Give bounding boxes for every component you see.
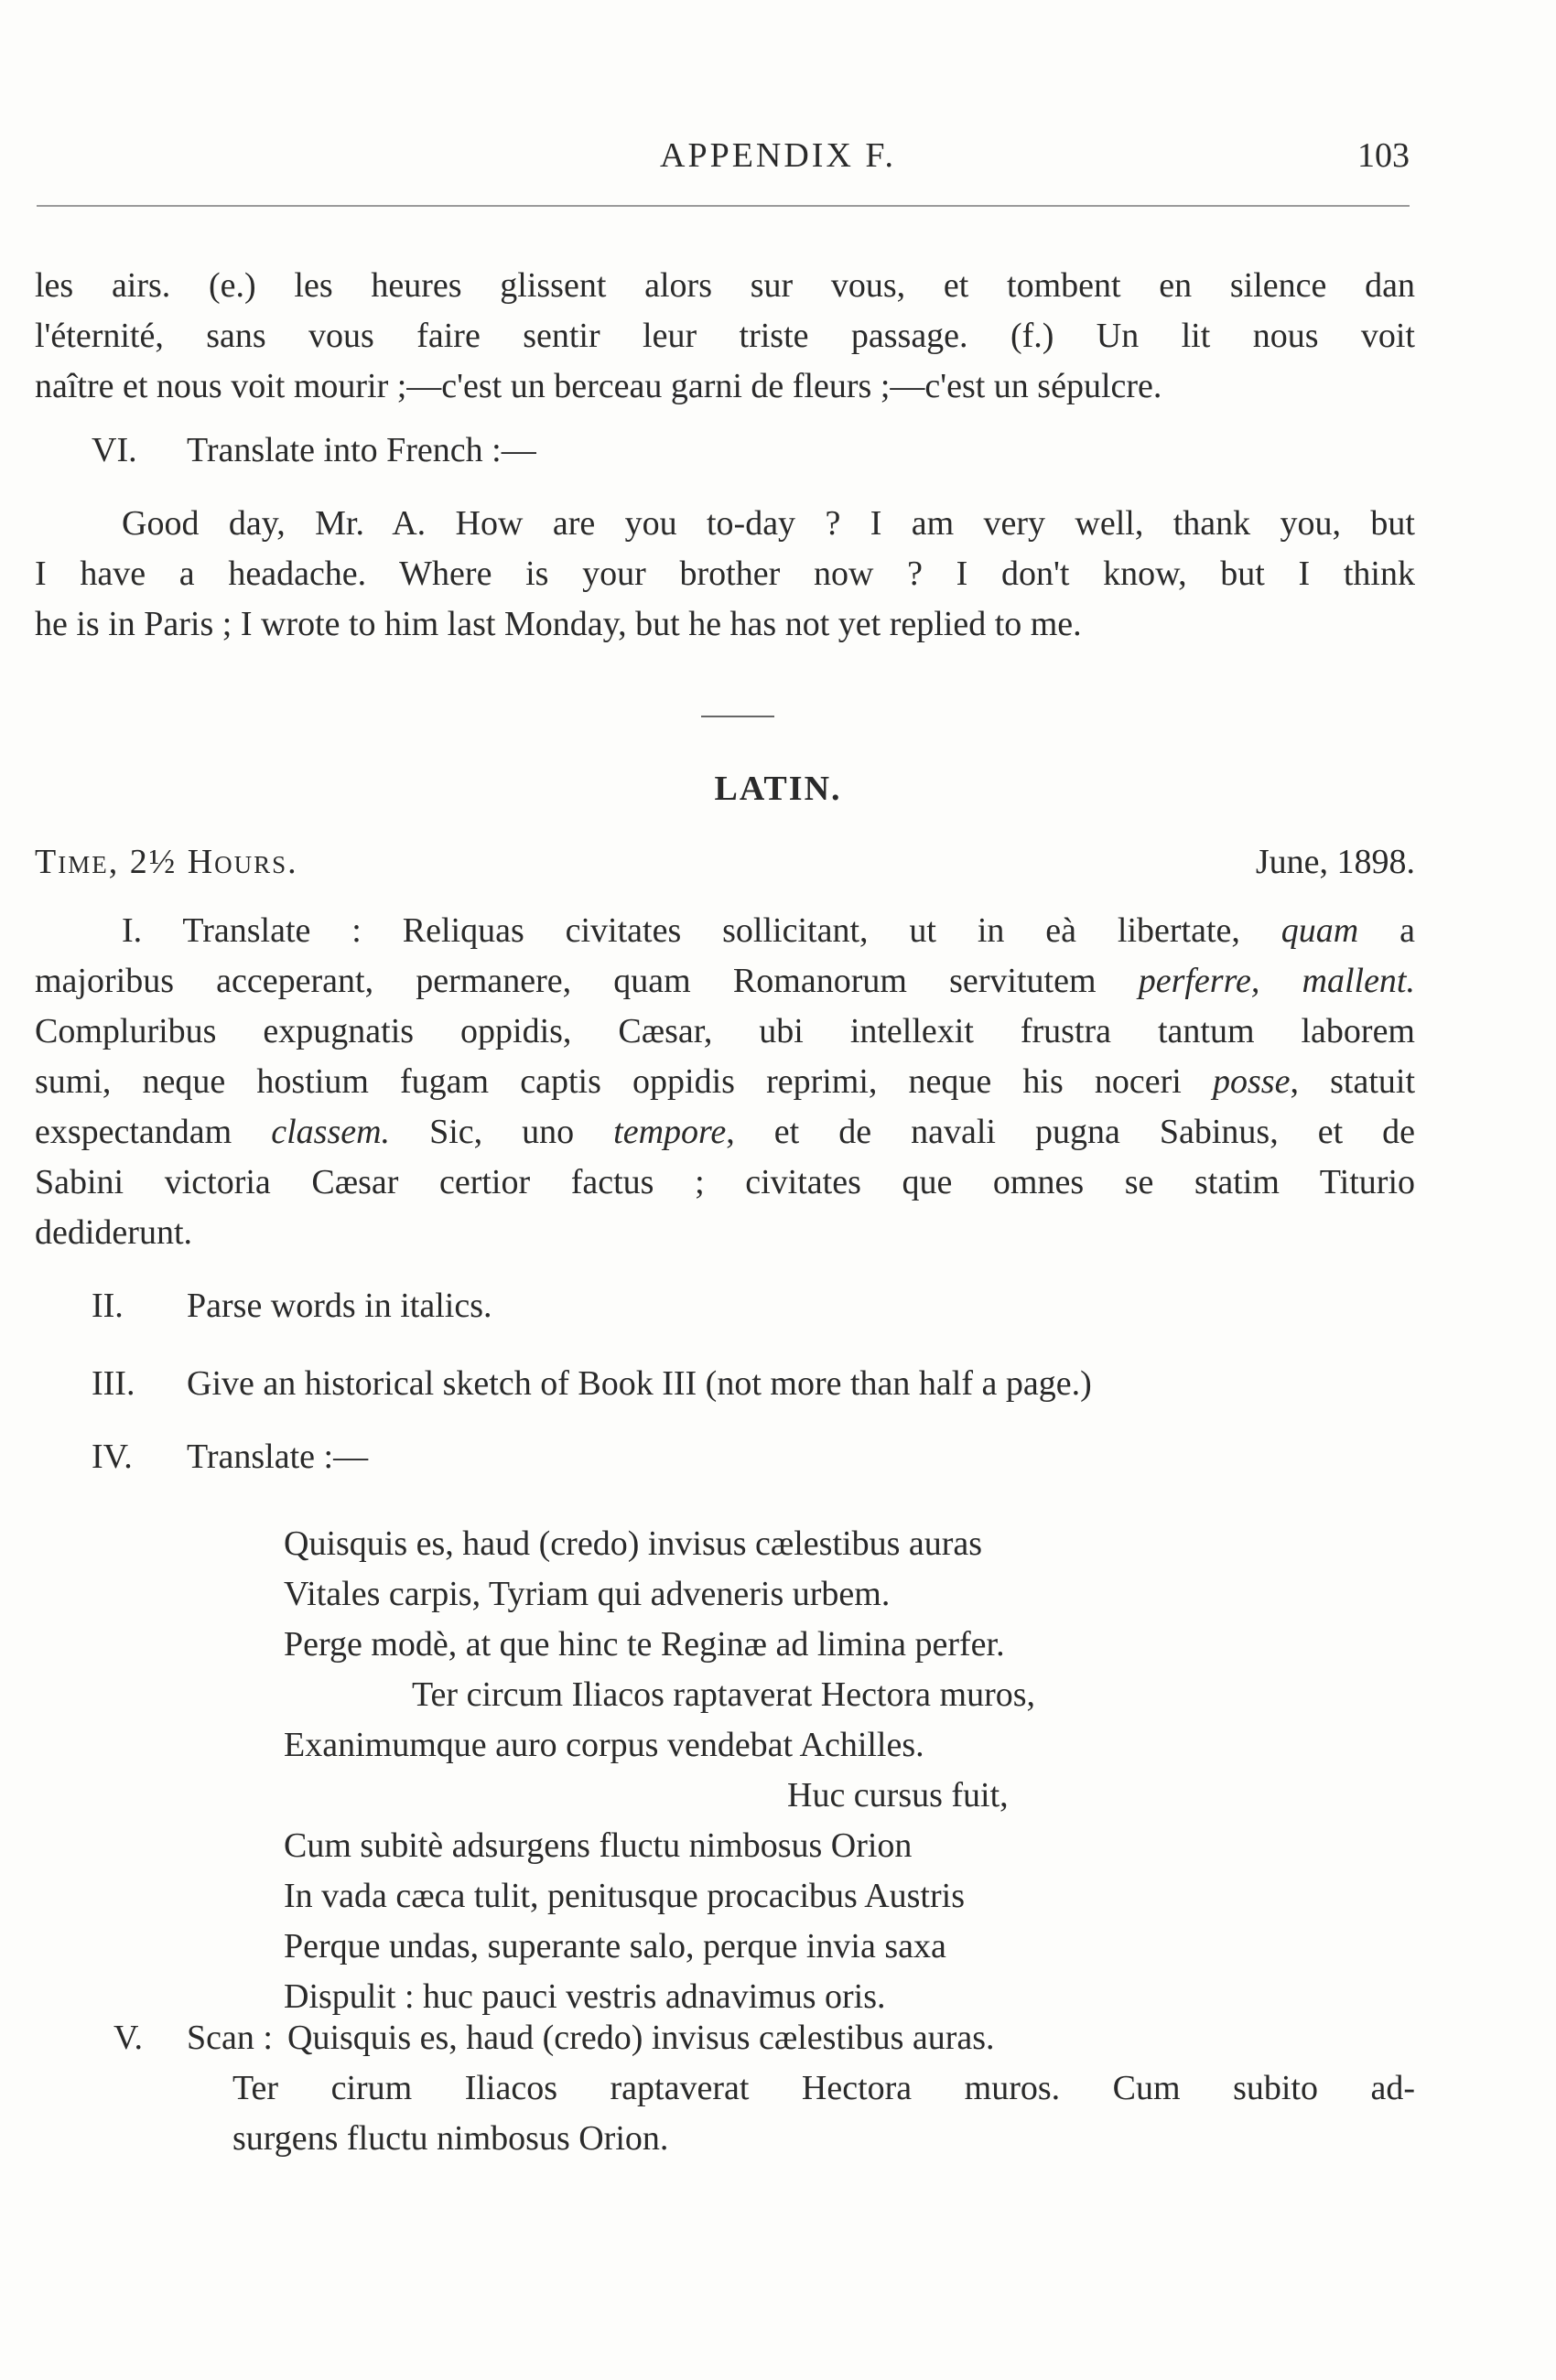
text-line: I have a headache. Where is your brother now ? I don't know, but I think xyxy=(35,555,1415,593)
italic-word: classem. xyxy=(271,1113,391,1151)
text-line: Sabini victoria Cæsar certior factus ; civitates que omnes se statim Titurio xyxy=(35,1163,1415,1201)
question-vi xyxy=(92,430,536,470)
italic-word: quam xyxy=(1280,911,1359,950)
page-number: 103 xyxy=(1357,136,1410,175)
text-line: Ter cirum Iliacos raptaverat Hectora muros. Cum subito ad- xyxy=(232,2069,1415,2107)
section-heading-latin: LATIN. xyxy=(714,770,842,808)
italic-word: perferre, mallent. xyxy=(1138,962,1415,1000)
text-line: Compluribus expugnatis oppidis, Cæsar, ubi intellexit frustra tantum laborem xyxy=(35,1012,1415,1050)
question-text: Parse words in italics. xyxy=(187,1287,492,1325)
verse-line: Vitales carpis, Tyriam qui adveneris urbem. xyxy=(284,1575,891,1613)
scan-lines xyxy=(232,2013,1415,2164)
question-instruction: Translate into French :— xyxy=(187,431,536,469)
question-ii xyxy=(92,1286,492,1326)
italic-word: tempore xyxy=(613,1113,727,1151)
text-line: sumi, neque hostium fugam captis oppidis reprimi, neque his noceri posse, statuit xyxy=(35,1062,1415,1101)
running-head-title: APPENDIX F. xyxy=(660,136,896,175)
question-text: Give an historical sketch of Book III (not more than half a page.) xyxy=(187,1364,1092,1403)
header-rule xyxy=(37,205,1410,207)
text-line: l'éternité, sans vous faire sentir leur triste passage. (f.) Un lit nous voit xyxy=(35,317,1415,355)
text-line: surgens fluctu nimbosus Orion. xyxy=(232,2119,669,2158)
section-divider xyxy=(701,716,774,717)
italic-word: posse xyxy=(1213,1062,1291,1101)
verse-line: Huc cursus fuit, xyxy=(787,1776,1009,1815)
verse-line: Cum subitè adsurgens fluctu nimbosus Orion xyxy=(284,1826,913,1865)
exam-time: Time, 2½ Hours. xyxy=(35,843,298,881)
verse-line: Exanimumque auro corpus vendebat Achilles. xyxy=(284,1726,924,1764)
question-vi-text xyxy=(35,499,1415,650)
verse-line: Perge modè, at que hinc te Reginæ ad limina perfer. xyxy=(284,1625,1005,1664)
french-passage-end xyxy=(35,261,1415,412)
question-number: III. xyxy=(92,1364,135,1403)
verse-line: In vada cæca tulit, penitusque procacibus Austris xyxy=(284,1877,965,1915)
exam-date: June, 1898. xyxy=(1255,843,1415,881)
question-iii xyxy=(92,1363,1092,1404)
verse-line: Dispulit : huc pauci vestris adnavimus oris. xyxy=(284,1977,886,2016)
text-line: Quisquis es, haud (credo) invisus cælestibus auras. xyxy=(287,2019,995,2057)
text-line: he is in Paris ; I wrote to him last Monday, but he has not yet replied to me. xyxy=(35,605,1082,643)
running-head xyxy=(0,135,1556,190)
verse-line: Quisquis es, haud (credo) invisus cælestibus auras xyxy=(284,1524,983,1563)
text-line: les airs. (e.) les heures glissent alors sur vous, et tombent en silence dan xyxy=(35,266,1415,305)
text-line: naître et nous voit mourir ;—c'est un berceau garni de fleurs ;—c'est un sépulcre. xyxy=(35,367,1162,405)
verse-passage xyxy=(284,1519,1035,2022)
verse-line: Ter circum Iliacos raptaverat Hectora muros, xyxy=(412,1675,1036,1714)
question-number: II. xyxy=(92,1287,124,1325)
text-line: dediderunt. xyxy=(35,1213,193,1252)
question-number: VI. xyxy=(92,431,137,469)
text-line: exspectandam classem. Sic, uno tempore, et de navali pugna Sabinus, et de xyxy=(35,1113,1416,1151)
text-line: I. Translate : Reliquas civitates sollicitant, ut in eà libertate, quam a xyxy=(122,911,1416,950)
text-line: majoribus acceperant, permanere, quam Romanorum servitutem perferre, mallent. xyxy=(35,962,1415,1000)
question-text: Translate :— xyxy=(187,1438,369,1476)
question-i xyxy=(35,906,1415,1258)
text-line: Good day, Mr. A. How are you to-day ? I am very well, thank you, but xyxy=(122,504,1415,543)
question-label: Scan : xyxy=(187,2019,273,2057)
question-number: V. xyxy=(113,2019,144,2057)
question-number: IV. xyxy=(92,1438,133,1476)
question-number: I. xyxy=(122,911,183,950)
verse-line: Perque undas, superante salo, perque invia saxa xyxy=(284,1927,946,1965)
question-iv xyxy=(92,1437,368,1477)
